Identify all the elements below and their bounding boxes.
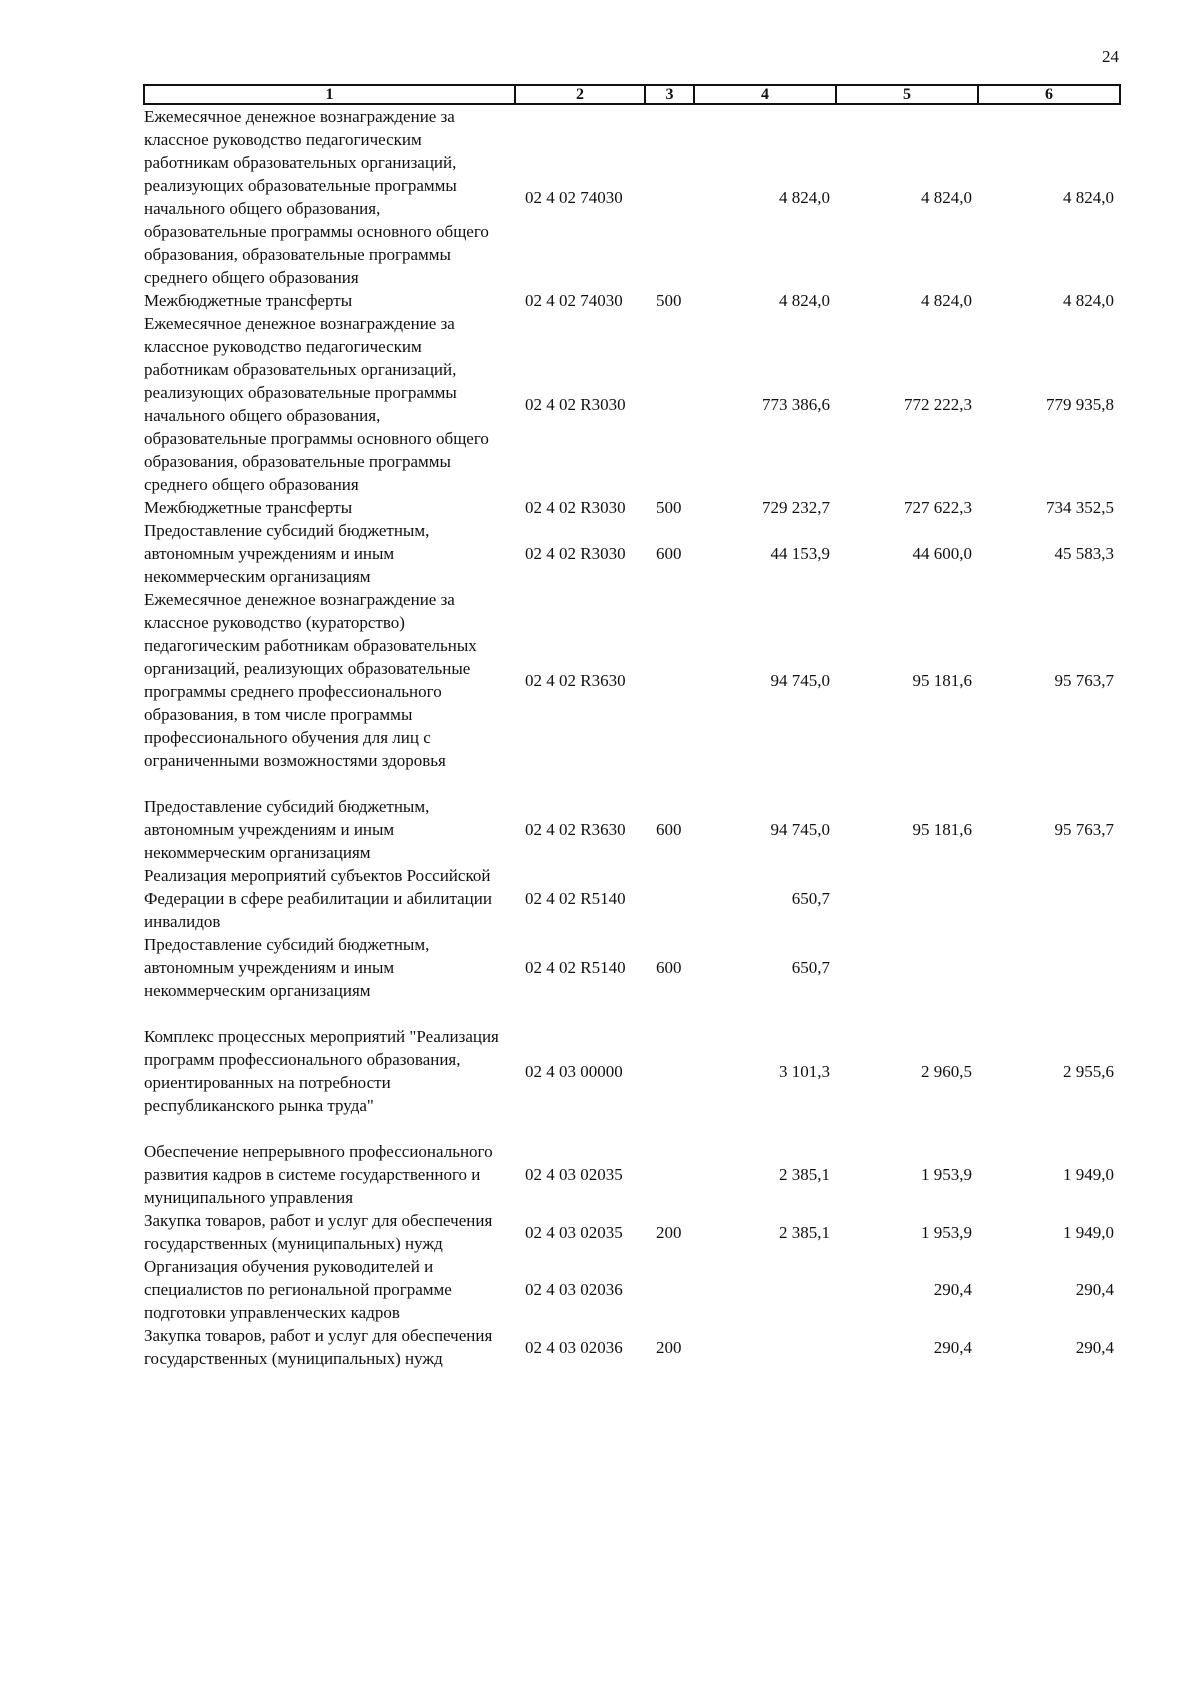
row-value-5: 727 622,3 — [904, 498, 972, 517]
row-value-6 — [978, 864, 1120, 933]
row-value-5: 95 181,6 — [912, 820, 972, 839]
row-name: Комплекс процессных мероприятий "Реализация программ профессионального образования, ориентированных на потребности республиканского рынка труда" — [144, 1027, 499, 1115]
row-value-4: 2 385,1 — [779, 1165, 830, 1184]
row-code: 02 4 02 R3630 — [525, 670, 626, 690]
row-type — [645, 1140, 694, 1209]
row-value-4: 2 385,1 — [779, 1222, 830, 1242]
row-value-5: 772 222,3 — [904, 394, 972, 414]
row-name: Предоставление субсидий бюджетным, автономным учреждениям и иным некоммерческим организациям — [144, 935, 430, 1000]
row-name: Реализация мероприятий субъектов Российской Федерации в сфере реабилитации и абилитации инвалидов — [144, 866, 492, 931]
row-code: 02 4 03 02035 — [525, 1222, 623, 1242]
row-name: Межбюджетные трансферты — [144, 291, 353, 310]
table-row — [144, 1025, 1120, 1140]
row-value-5 — [836, 864, 978, 933]
row-type — [645, 312, 694, 496]
row-name: Обеспечение непрерывного профессионального развития кадров в системе государственного и муниципального управления — [144, 1142, 493, 1207]
row-value-4: 650,7 — [791, 889, 830, 908]
row-value-6: 290,4 — [1075, 1337, 1114, 1357]
table-header-row — [144, 85, 1120, 104]
row-code: 02 4 03 02035 — [525, 1165, 623, 1184]
row-code: 02 4 02 74030 — [525, 187, 623, 207]
row-code: 02 4 03 02036 — [525, 1280, 623, 1299]
row-value-6: 2 955,6 — [1063, 1061, 1114, 1081]
table-row — [144, 289, 1120, 312]
row-code: 02 4 02 74030 — [525, 291, 623, 310]
row-value-6: 734 352,5 — [1046, 498, 1114, 517]
table-row — [144, 933, 1120, 1025]
row-code: 02 4 02 R3030 — [525, 544, 626, 563]
row-name: Межбюджетные трансферты — [144, 498, 353, 517]
column-header-5: 5 — [836, 85, 978, 104]
table-row — [144, 1255, 1120, 1324]
budget-table — [143, 84, 1121, 1370]
row-value-5: 290,4 — [933, 1337, 972, 1357]
row-name: Предоставление субсидий бюджетным, автономным учреждениям и иным некоммерческим организациям — [144, 797, 430, 862]
row-value-5: 44 600,0 — [912, 544, 972, 563]
row-type: 500 — [656, 291, 682, 310]
row-code: 02 4 02 R5140 — [525, 889, 626, 908]
row-name: Предоставление субсидий бюджетным, автономным учреждениям и иным некоммерческим организациям — [144, 521, 430, 586]
row-type: 500 — [656, 498, 682, 517]
row-value-6: 290,4 — [1075, 1280, 1114, 1299]
column-header-1: 1 — [144, 85, 515, 104]
row-value-6: 4 824,0 — [1063, 187, 1114, 207]
row-value-5 — [836, 933, 978, 1025]
row-value-5: 1 953,9 — [921, 1165, 972, 1184]
row-type — [645, 588, 694, 795]
row-value-6: 4 824,0 — [1063, 291, 1114, 310]
row-value-4: 773 386,6 — [762, 394, 830, 414]
row-type — [645, 1255, 694, 1324]
row-name: Организация обучения руководителей и специалистов по региональной программе подготовки управленческих кадров — [144, 1257, 452, 1322]
row-name: Ежемесячное денежное вознаграждение за классное руководство (кураторство) педагогическим работникам образовательных организаций, реализующих образовательные программы среднего профессионального образования, в том числе программы профессионального обучения для лиц с ограниченными возможностями здоровья — [144, 590, 477, 770]
row-value-5: 4 824,0 — [921, 187, 972, 207]
row-type — [645, 1025, 694, 1140]
row-value-6: 45 583,3 — [1054, 544, 1114, 563]
column-header-6: 6 — [978, 85, 1120, 104]
row-type: 200 — [656, 1222, 682, 1242]
row-value-6: 779 935,8 — [1046, 394, 1114, 414]
row-code: 02 4 03 02036 — [525, 1337, 623, 1357]
row-code: 02 4 02 R5140 — [525, 958, 626, 977]
row-value-4 — [694, 1255, 836, 1324]
row-code: 02 4 03 00000 — [525, 1061, 623, 1081]
page-number: 24 — [1102, 47, 1119, 66]
table-row — [144, 795, 1120, 864]
column-header-3: 3 — [645, 85, 694, 104]
row-value-4 — [694, 1324, 836, 1370]
row-value-6: 95 763,7 — [1054, 670, 1114, 690]
row-value-5: 1 953,9 — [921, 1222, 972, 1242]
row-value-6: 95 763,7 — [1054, 820, 1114, 839]
table-row — [144, 1209, 1120, 1255]
row-value-4: 650,7 — [791, 958, 830, 977]
row-value-4: 94 745,0 — [770, 670, 830, 690]
row-value-6: 1 949,0 — [1063, 1222, 1114, 1242]
row-value-5: 4 824,0 — [921, 291, 972, 310]
row-type: 200 — [656, 1337, 682, 1357]
row-value-5: 2 960,5 — [921, 1061, 972, 1081]
column-header-4: 4 — [694, 85, 836, 104]
column-header-2: 2 — [515, 85, 645, 104]
row-value-5: 290,4 — [933, 1280, 972, 1299]
row-type — [645, 864, 694, 933]
table-row — [144, 1140, 1120, 1209]
row-value-6 — [978, 933, 1120, 1025]
row-value-4: 4 824,0 — [779, 291, 830, 310]
row-value-4: 4 824,0 — [779, 187, 830, 207]
row-type — [645, 104, 694, 289]
row-type: 600 — [656, 544, 682, 563]
table-row — [144, 312, 1120, 496]
row-value-6: 1 949,0 — [1063, 1165, 1114, 1184]
row-name: Ежемесячное денежное вознаграждение за классное руководство педагогическим работникам образовательных организаций, реализующих образовательные программы начального общего образования, образовательные программы основного общего образования, образовательные программы среднего общего образования — [144, 314, 489, 494]
table-row — [144, 104, 1120, 289]
row-type: 600 — [656, 820, 682, 839]
table-row — [144, 1324, 1120, 1370]
table-row — [144, 864, 1120, 933]
row-value-4: 3 101,3 — [779, 1061, 830, 1081]
row-code: 02 4 02 R3630 — [525, 820, 626, 839]
row-name: Ежемесячное денежное вознаграждение за классное руководство педагогическим работникам образовательных организаций, реализующих образовательные программы начального общего образования, образовательные программы основного общего образования, образовательные программы среднего общего образования — [144, 107, 489, 287]
row-code: 02 4 02 R3030 — [525, 498, 626, 517]
row-code: 02 4 02 R3030 — [525, 394, 626, 414]
row-value-4: 94 745,0 — [770, 820, 830, 839]
row-value-5: 95 181,6 — [912, 670, 972, 690]
row-name: Закупка товаров, работ и услуг для обеспечения государственных (муниципальных) нужд — [144, 1211, 493, 1253]
table-row — [144, 519, 1120, 588]
row-value-4: 729 232,7 — [762, 498, 830, 517]
row-type: 600 — [656, 958, 682, 977]
row-name: Закупка товаров, работ и услуг для обеспечения государственных (муниципальных) нужд — [144, 1326, 493, 1368]
table-row — [144, 496, 1120, 519]
row-value-4: 44 153,9 — [770, 544, 830, 563]
table-row — [144, 588, 1120, 795]
